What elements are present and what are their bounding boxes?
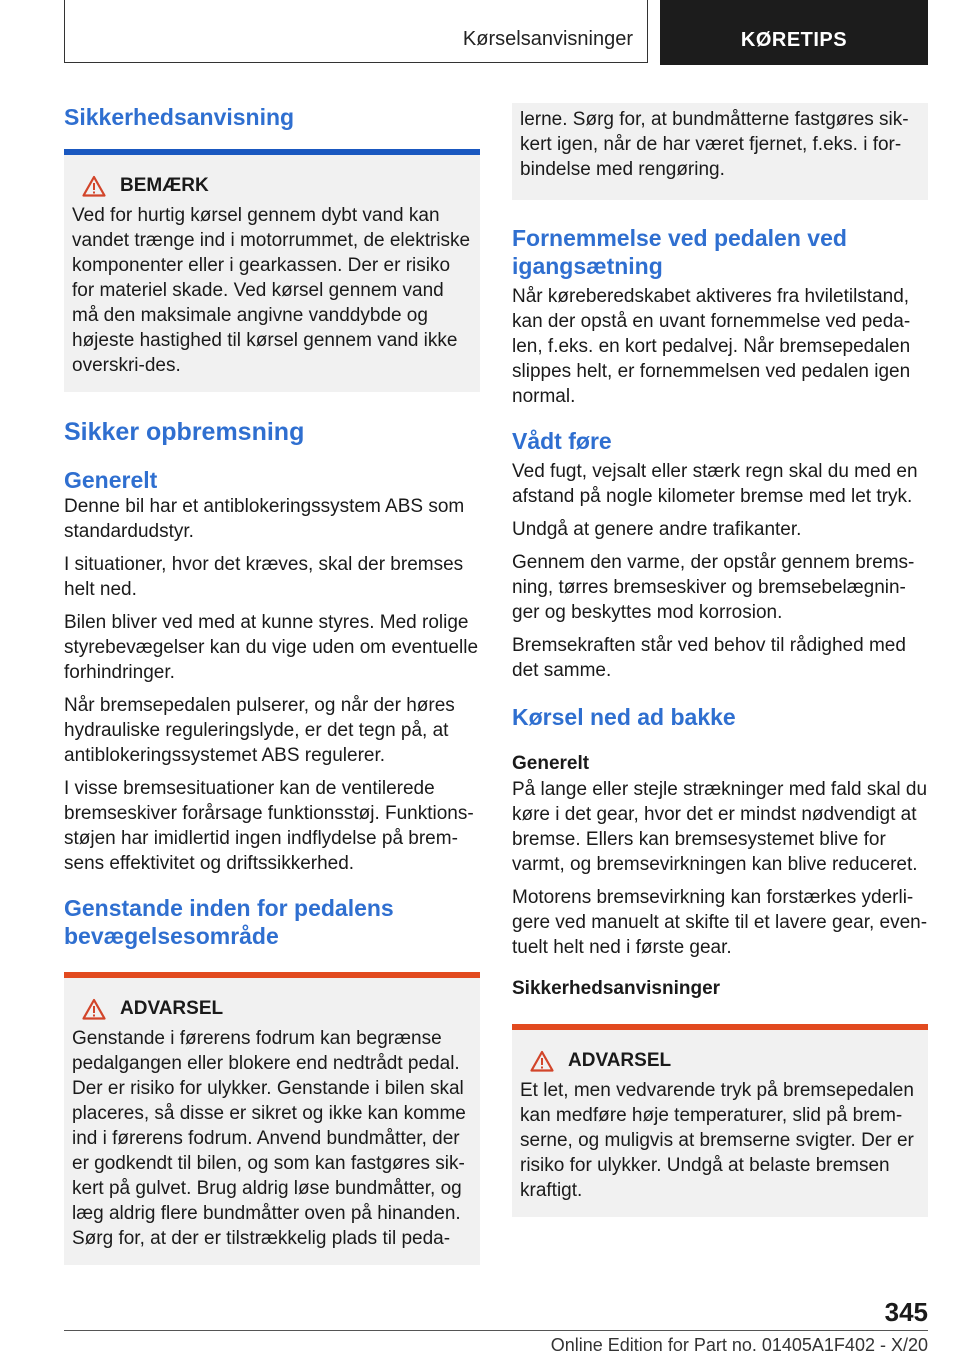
page-number: 345 — [884, 1297, 928, 1327]
paragraph: Gennem den varme, der opstår gennem brems-ning, tørres bremseskiver og bremsebelægnin-ger og beskyttes mod korrosion. — [512, 552, 915, 623]
paragraph: Når køreberedskabet aktiveres fra hviletilstand, kan der opstå en uvant fornemmelse ved peda-len, f.eks. en kort pedalvej. Når bremsepedalen slippes helt, er fornemmelsen ved pedalen igen normal. — [512, 286, 911, 407]
paragraph: Motorens bremsevirkning kan forstærkes yderli-gere ved manuelt at skifte til et lavere gear, even-tuelt helt ned i første gear. — [512, 887, 928, 958]
paragraph: Ved fugt, vejsalt eller stærk regn skal du med en afstand på nogle kilometer bremse med let tryk. — [512, 461, 918, 507]
right-column — [512, 95, 928, 1217]
paragraph: Undgå at genere andre trafikanter. — [512, 519, 802, 540]
warning-triangle-icon — [82, 175, 106, 197]
warning-label: ADVARSEL — [120, 998, 224, 1019]
warning-text: Genstande i førerens fodrum kan begrænse pedalgangen eller blokere end nedtrådt pedal. Der er risiko for ulykker. Genstande i bilen skal placeres, så disse er sikret og ikke kan komme ind i førerens fodrum. Anvend bundmåtter, der er godkendt til bilen, og som kan fastgøres sik-kert på gulvet. Brug aldrig løse bundmåtter, og læg aldrig flere bundmåtter oven på hinanden. Sørg for, at der er tilstrækkelig plads til peda- — [72, 1028, 466, 1249]
heading-safety: Sikkerhedsanvisning — [64, 104, 295, 130]
heading-safety-instructions: Sikkerhedsanvisninger — [512, 978, 721, 999]
paragraph: Bremsekraften står ved behov til rådighed med det samme. — [512, 635, 906, 681]
warning-text: Et let, men vedvarende tryk på bremsepedalen kan medføre høje temperaturer, slid på brem-serne, og muligvis at bremserne svigter. Der er risiko for ulykker. Undgå at belaste bremsen kraftigt. — [520, 1080, 914, 1201]
section-tab — [64, 0, 648, 63]
paragraph: I visse bremsesituationer kan de ventilerede bremseskiver forårsage funktionsstøj. Funktions-støjen har imidlertid ingen indflydelse på brem-sens effektivitet og driftssikkerhed. — [64, 778, 474, 874]
footer-edition: Online Edition for Part no. 01405A1F402 - X/20 — [550, 1335, 928, 1355]
paragraph: Bilen bliver ved med at kunne styres. Med rolige styrebevægelser kan du vige uden om eventuelle forhindringer. — [64, 612, 479, 683]
warning-triangle-icon — [82, 998, 106, 1020]
notice-title — [82, 175, 472, 197]
page-header — [64, 0, 928, 65]
warning-title — [530, 1050, 920, 1072]
warning-triangle-icon — [530, 1050, 554, 1072]
heading-general: Generelt — [64, 467, 158, 493]
warning-box-brakes — [512, 1024, 928, 1217]
heading-downhill: Kørsel ned ad bakke — [512, 704, 736, 730]
left-column — [64, 95, 480, 1265]
heading-objects: Genstande inden for pedalens bevægelsesområde — [64, 895, 394, 949]
paragraph: Denne bil har et antiblokeringssystem ABS som standardudstyr. — [64, 496, 465, 542]
notice-text: Ved for hurtig kørsel gennem dybt vand kan vandet trænge ind i motorrummet, de elektriske komponenter eller i gearkassen. Der er risiko for materiel skade. Ved kørsel gennem vand må den maksimale angivne vanddybde og højeste hastighed til kørsel gennem vand ikke overskri-des. — [72, 205, 471, 376]
chapter-tab — [660, 0, 928, 65]
heading-pedal-feel: Fornemmelse ved pedalen ved igangsætning — [512, 225, 847, 279]
heading-wet-roads: Vådt føre — [512, 428, 612, 454]
warning-box — [64, 972, 480, 1265]
warning-label: ADVARSEL — [568, 1050, 672, 1071]
warning-box-continued — [512, 103, 928, 200]
warning-text-continued: lerne. Sørg for, at bundmåtterne fastgøres sik-kert igen, når de har været fjernet, f.eks. i for-bindelse med rengøring. — [520, 109, 909, 180]
warning-title — [82, 998, 472, 1020]
notice-label: BEMÆRK — [120, 175, 209, 196]
section-title: Kørselsanvisninger — [462, 28, 633, 50]
paragraph: Når bremsepedalen pulserer, og når der høres hydrauliske reguleringslyde, er det tegn på, at antiblokeringssystemet ABS regulerer. — [64, 695, 455, 766]
footer-divider — [64, 1330, 928, 1331]
paragraph: I situationer, hvor det kræves, skal der bremses helt ned. — [64, 554, 464, 600]
paragraph: På lange eller stejle strækninger med fald skal du køre i det gear, hvor det er mindst nødvendigt at bremse. Ellers kan bremsesystemet blive for varmt, og bremsevirkningen kan blive reduceret. — [512, 779, 928, 875]
heading-braking: Sikker opbremsning — [64, 418, 305, 446]
notice-box — [64, 149, 480, 392]
chapter-title: KØRETIPS — [740, 29, 848, 51]
heading-general-downhill: Generelt — [512, 753, 590, 774]
